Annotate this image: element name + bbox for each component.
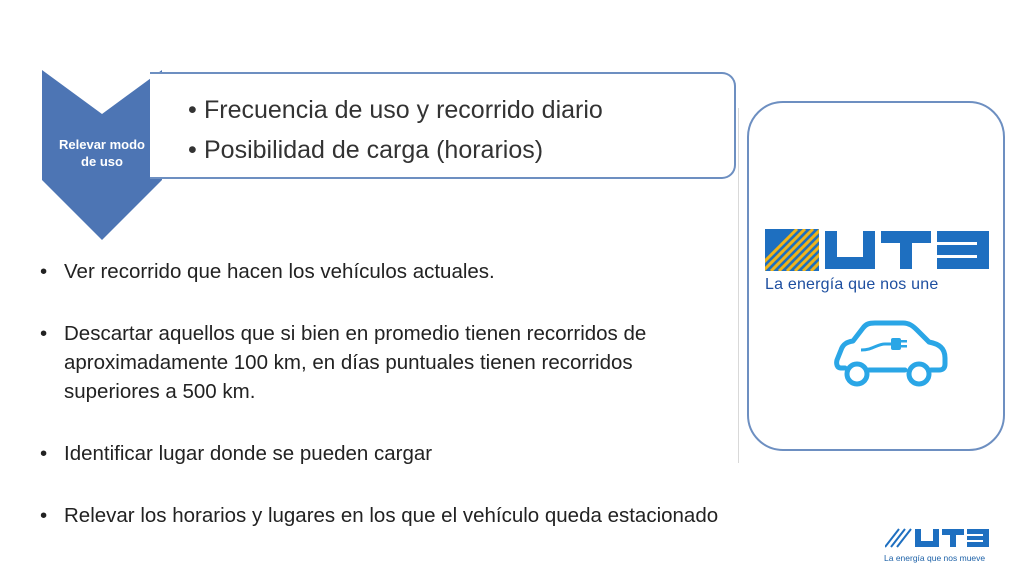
ute-tagline: La energía que nos une — [765, 276, 939, 293]
process-step-list — [188, 90, 603, 170]
bullet-item: • Descartar aquellos que si bien en promedio tienen recorridos de aproximadamente 100 km, en días puntuales tienen recorridos superiores a 500 km. — [40, 322, 647, 403]
bullet-item: • Ver recorrido que hacen los vehículos actuales. — [40, 260, 495, 283]
step-item: • Posibilidad de carga (horarios) — [188, 136, 544, 164]
bullet-list — [40, 257, 720, 530]
step-item: • Frecuencia de uso y recorrido diario — [188, 96, 603, 124]
process-step-box — [150, 72, 736, 179]
electric-car-icon — [833, 320, 949, 392]
chevron-label: Relevar modo de uso — [59, 137, 145, 169]
footer-ute-logo — [885, 527, 989, 549]
ute-logo — [765, 229, 990, 271]
bullet-item: • Relevar los horarios y lugares en los que el vehículo queda estacionado — [40, 504, 719, 527]
card-divider — [738, 108, 739, 463]
bullet-item: • Identificar lugar donde se pueden cargar — [40, 442, 433, 465]
footer-tagline: La energía que nos mueve — [884, 553, 986, 563]
